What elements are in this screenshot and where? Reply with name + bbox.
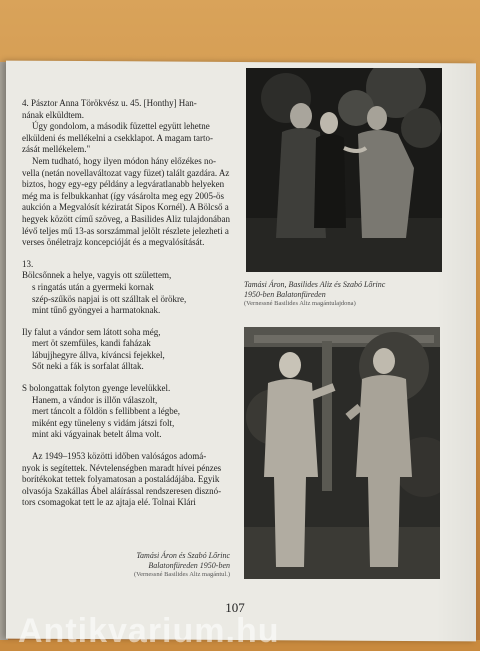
poem-stanza: [22, 327, 237, 373]
text-line: 4. Pásztor Anna Törökvész u. 45. [Honthy] Han-: [22, 98, 197, 108]
caption-line: Tamási Áron és Szabó Lőrinc: [136, 551, 230, 560]
poem-line: Hanem, a vándor is illőn válaszolt,: [32, 394, 158, 405]
text-line: biztos, hogy egy-egy példány a legváratlanabb helyeken: [22, 179, 225, 190]
text-line: zását mellékelem.": [22, 144, 91, 155]
poem-line: Sőt neki a fák is sorfalat álltak.: [32, 361, 144, 372]
text-line: verses önéletrajz koncepcióját és a megvalósítását.: [22, 237, 205, 248]
text-line: elküldeni és mellékelni a csekklapot. A magam tarto-: [22, 132, 213, 143]
poem-stanza: [22, 383, 237, 441]
photo-image: [244, 327, 440, 579]
photo-three-people-garden: [246, 68, 442, 272]
text-line: Úgy gondolom, a második füzettel együtt lehetne: [32, 121, 210, 132]
text-line: hegyek között című szöveg, a Basilides Aliz tulajdonában: [22, 213, 230, 224]
text-line: borítékokat tettek folyamatosan a postaládájába. Egyik: [22, 474, 220, 485]
poem-line: S bolongattak folyton gyenge levelükkel.: [22, 383, 171, 394]
letter-and-commentary: [22, 98, 237, 249]
text-line: tors csomagokat tett le az ajtaja elé. Tolnai Klári: [22, 497, 196, 508]
text-line: vella (netán novellaváltozat vagy füzet) talált gazdára. Az: [22, 167, 230, 178]
text-column: [22, 98, 237, 509]
closing-paragraph: [22, 451, 237, 509]
poem-line: Ily falut a vándor sem látott soha még,: [22, 326, 161, 337]
caption-line: 1950-ben Balatonfüreden: [244, 289, 326, 299]
poem-line: mert öt szemfüles, kandi faházak: [32, 338, 151, 349]
text-line: lévő teljes mű 13-as sorszámmal jelölt részlete jelezheti a: [22, 225, 229, 236]
poem-line: Bölcsőnnek a helye, vagyis ott születtem,: [22, 270, 172, 281]
photo1-caption: [244, 280, 440, 309]
caption-source: (Vernessné Basilides Aliz magántulajdona): [244, 300, 356, 307]
poem-line: mint aki vágyainak betelt álma volt.: [32, 429, 162, 440]
text-line: nának elküldtem.: [22, 109, 84, 120]
text-line: még ma is felbukkanhat (így vásárolta meg egy 2005-ös: [22, 190, 224, 201]
photo-two-men-garden: [244, 327, 440, 579]
poem-line: lábujjhegyre állva, kíváncsi fejekkel,: [32, 349, 165, 360]
poem-line: s ringatás után a gyermeki kornak: [32, 281, 154, 292]
photo-image: [246, 68, 442, 272]
poem-line: mert táncolt a földön s fellibbent a légbe,: [32, 406, 180, 417]
poem-line: miként egy tüneleny s vidám játszi folt,: [32, 417, 175, 428]
poem-line: mint tűnő gyöngyei a harmatoknak.: [32, 305, 161, 316]
page-number: 107: [225, 600, 245, 615]
text-line: Az 1949–1953 közötti időben valóságos adomá-: [32, 451, 207, 462]
poem-line: szép-szűkös napjai is ott szálltak el örökre,: [32, 293, 187, 304]
poem-stanza: [22, 270, 237, 316]
text-line: Nem tudható, hogy ilyen módon hány előzékes no-: [32, 155, 216, 166]
caption-line: Tamási Áron, Basilides Aliz és Szabó Lőrinc: [244, 280, 386, 289]
text-line: olvasója Szakállas Ábel aláírással rendszeresen disznó-: [22, 485, 222, 496]
text-line: nyok is segítettek. Névtelenségben maradt hívei pénzes: [22, 462, 222, 473]
caption-line: Balatonfüreden 1950-ben: [148, 560, 230, 570]
watermark: Antikvarium.hu: [18, 612, 280, 650]
photo2-caption: [112, 551, 230, 580]
caption-source: (Vernessné Basilides Aliz magántul.): [133, 571, 230, 578]
poem-number: 13.: [22, 258, 34, 269]
text-line: aukción a Megvalósít kéziratát Sipos Kornél). A Bölcső a: [22, 202, 229, 213]
